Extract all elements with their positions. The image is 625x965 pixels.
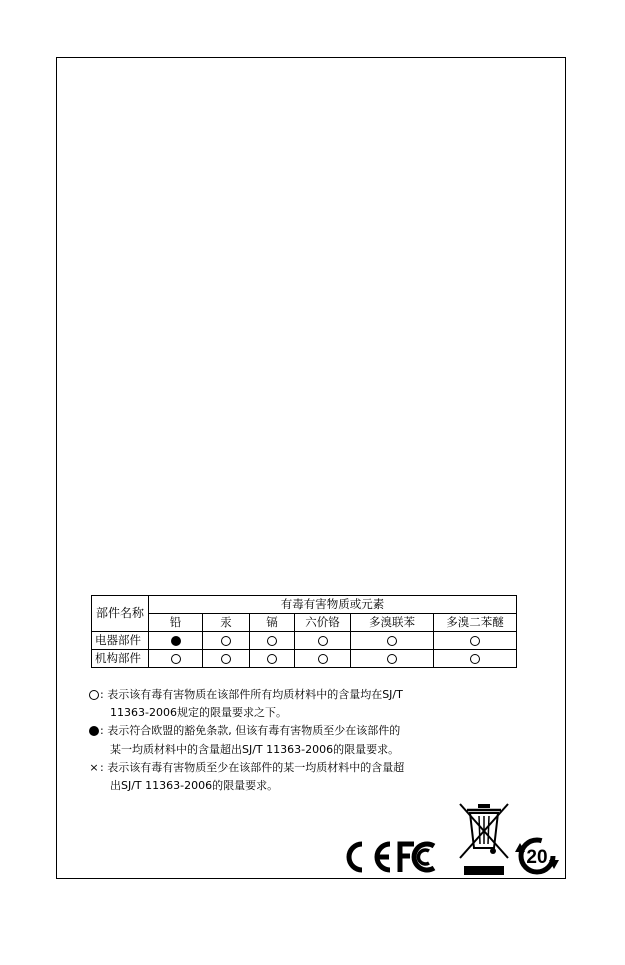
cell-mark (149, 650, 203, 668)
status-mark-icon (318, 636, 328, 646)
status-mark-icon (221, 654, 231, 664)
cell-mark (295, 650, 351, 668)
substance-header: 有毒有害物质或元素 (149, 596, 517, 614)
legend-text: : 表示该有毒有害物质至少在该部件的某一均质材料中的含量超 (100, 760, 405, 774)
cell-mark (203, 650, 250, 668)
certification-marks (340, 800, 566, 880)
status-mark-icon (267, 654, 277, 664)
status-mark-icon (387, 654, 397, 664)
legend-item-filled (88, 722, 448, 740)
cell-mark (250, 650, 295, 668)
status-mark-icon (387, 636, 397, 646)
filled-circle-icon (88, 722, 100, 740)
legend-text-continued: 出SJ/T 11363-2006的限量要求。 (110, 779, 279, 793)
status-mark-icon (267, 636, 277, 646)
part-name-header: 部件名称 (92, 596, 149, 632)
status-mark-icon (470, 636, 480, 646)
hazardous-substance-table (91, 595, 517, 668)
cell-mark (434, 632, 517, 650)
crossed-out-wheelie-bin-icon (457, 802, 511, 878)
status-mark-icon (171, 636, 181, 646)
status-mark-icon (171, 654, 181, 664)
cell-mark (203, 632, 250, 650)
column-header-mercury: 汞 (203, 614, 250, 632)
legend-item-open (88, 686, 448, 704)
cell-mark (250, 632, 295, 650)
cell-mark (351, 632, 434, 650)
table-row (92, 632, 517, 650)
legend-item-cross (88, 759, 448, 777)
status-mark-icon (318, 654, 328, 664)
cell-mark (295, 632, 351, 650)
legend-text: : 表示该有毒有害物质在该部件所有均质材料中的含量均在SJ/T (100, 688, 403, 701)
row-part-name: 电器部件 (92, 632, 149, 650)
column-header-cadmium: 镉 (250, 614, 295, 632)
ce-logo-icon (340, 840, 394, 874)
cell-mark (149, 632, 203, 650)
column-header-hexavalent-chromium: 六价铬 (295, 614, 351, 632)
legend (88, 686, 448, 795)
open-circle-icon (88, 686, 100, 704)
legend-text-continued: 某一均质材料中的含量超出SJ/T 11363-2006的限量要求。 (110, 742, 400, 756)
status-mark-icon (470, 654, 480, 664)
legend-text-continued: 11363-2006规定的限量要求之下。 (110, 706, 287, 720)
cell-mark (434, 650, 517, 668)
column-header-pbde: 多溴二苯醚 (434, 614, 517, 632)
cross-icon: × (89, 760, 99, 774)
cell-mark (351, 650, 434, 668)
epup-label: 20 (526, 847, 548, 868)
row-part-name: 机构部件 (92, 650, 149, 668)
epup-20-icon (513, 832, 561, 880)
table-row (92, 650, 517, 668)
legend-text: : 表示符合欧盟的豁免条款, 但该有毒有害物质至少在该部件的 (100, 724, 401, 738)
column-header-pbb: 多溴联苯 (351, 614, 434, 632)
fcc-logo-icon (396, 840, 440, 874)
column-header-lead: 铅 (149, 614, 203, 632)
status-mark-icon (221, 636, 231, 646)
